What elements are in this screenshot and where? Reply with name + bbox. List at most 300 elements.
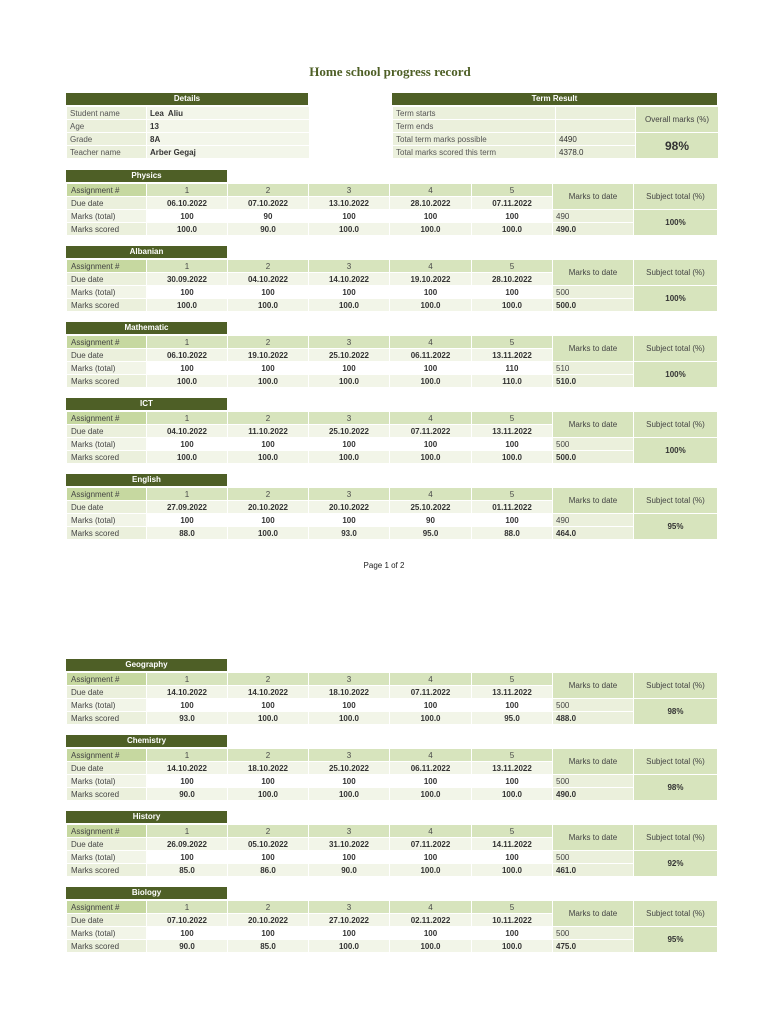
due-date: 20.10.2022	[228, 501, 309, 514]
marks-scored: 100.0	[309, 451, 390, 464]
marks-scored: 110.0	[472, 375, 553, 388]
marks-total-row	[67, 362, 718, 375]
marks-total: 100	[390, 210, 472, 223]
assignment-number: 3	[309, 184, 390, 197]
assignment-row	[67, 901, 718, 914]
marks-to-date-total: 500	[553, 927, 634, 940]
due-date: 07.11.2022	[472, 197, 553, 210]
assignment-number: 2	[228, 260, 309, 273]
due-date-label: Due date	[67, 914, 147, 927]
due-date: 30.09.2022	[147, 273, 228, 286]
due-date: 13.11.2022	[472, 425, 553, 438]
marks-scored: 100.0	[390, 299, 472, 312]
term-label: Total term marks possible	[393, 133, 556, 146]
due-date-label: Due date	[67, 838, 147, 851]
marks-total: 100	[309, 210, 390, 223]
assignment-number: 4	[390, 336, 472, 349]
marks-scored-label: Marks scored	[67, 223, 147, 236]
due-date: 13.11.2022	[472, 349, 553, 362]
term-label: Total marks scored this term	[393, 146, 556, 159]
details-row	[67, 120, 310, 133]
subject-header: Geography	[66, 659, 227, 671]
due-date: 13.11.2022	[472, 686, 553, 699]
details-row	[67, 133, 310, 146]
term-label: Term starts	[393, 107, 556, 120]
marks-total: 100	[472, 286, 553, 299]
marks-scored: 100.0	[147, 375, 228, 388]
assignment-number: 1	[147, 336, 228, 349]
marks-to-date-scored: 510.0	[553, 375, 634, 388]
marks-total: 100	[147, 851, 228, 864]
details-value: Lea Aliu	[147, 107, 310, 120]
marks-scored: 93.0	[309, 527, 390, 540]
marks-to-date-total: 500	[553, 438, 634, 451]
assignment-number: 3	[309, 488, 390, 501]
assignment-number: 2	[228, 901, 309, 914]
marks-total: 100	[309, 927, 390, 940]
assignment-number: 5	[472, 488, 553, 501]
marks-total: 100	[309, 286, 390, 299]
marks-scored: 90.0	[147, 788, 228, 801]
marks-to-date-label: Marks to date	[553, 412, 634, 438]
assignment-row	[67, 749, 718, 762]
marks-total: 100	[228, 927, 309, 940]
marks-total: 100	[228, 699, 309, 712]
assignment-number: 2	[228, 336, 309, 349]
details-row	[67, 107, 310, 120]
details-label: Student name	[67, 107, 147, 120]
marks-to-date-label: Marks to date	[553, 825, 634, 851]
assignment-number: 5	[472, 749, 553, 762]
assignment-number: 1	[147, 749, 228, 762]
assignment-number: 2	[228, 412, 309, 425]
marks-total-label: Marks (total)	[67, 514, 147, 527]
marks-scored: 100.0	[472, 864, 553, 877]
subject-total-percent: 98%	[634, 775, 718, 801]
due-date-label: Due date	[67, 501, 147, 514]
subject-header: Physics	[66, 170, 227, 182]
marks-scored: 100.0	[147, 451, 228, 464]
due-date-label: Due date	[67, 686, 147, 699]
due-date: 18.10.2022	[309, 686, 390, 699]
marks-total-label: Marks (total)	[67, 775, 147, 788]
assignment-number: 3	[309, 412, 390, 425]
due-date: 18.10.2022	[228, 762, 309, 775]
marks-total: 100	[228, 775, 309, 788]
due-date: 26.09.2022	[147, 838, 228, 851]
details-value: 8A	[147, 133, 310, 146]
marks-to-date-label: Marks to date	[553, 184, 634, 210]
marks-scored-label: Marks scored	[67, 712, 147, 725]
subject-total-label: Subject total (%)	[634, 412, 718, 438]
marks-total: 100	[472, 438, 553, 451]
page-indicator: Page 1 of 2	[363, 561, 405, 570]
assignment-number: 3	[309, 260, 390, 273]
marks-total: 100	[472, 927, 553, 940]
assignment-number: 3	[309, 901, 390, 914]
marks-total: 100	[228, 438, 309, 451]
marks-scored-row	[67, 375, 718, 388]
marks-scored-label: Marks scored	[67, 527, 147, 540]
marks-scored: 86.0	[228, 864, 309, 877]
marks-total-row	[67, 286, 718, 299]
marks-to-date-scored: 500.0	[553, 299, 634, 312]
subject-total-percent: 100%	[634, 286, 718, 312]
marks-scored: 90.0	[309, 864, 390, 877]
due-date: 14.11.2022	[472, 838, 553, 851]
due-date: 28.10.2022	[390, 197, 472, 210]
assignment-number: 1	[147, 412, 228, 425]
marks-scored: 95.0	[390, 527, 472, 540]
marks-total-row	[67, 210, 718, 223]
subject-total-label: Subject total (%)	[634, 749, 718, 775]
marks-total: 100	[390, 851, 472, 864]
marks-scored-row	[67, 712, 718, 725]
marks-total: 100	[147, 438, 228, 451]
marks-to-date-total: 490	[553, 514, 634, 527]
marks-scored: 100.0	[309, 788, 390, 801]
marks-scored: 100.0	[309, 712, 390, 725]
subject-header: Biology	[66, 887, 227, 899]
due-date: 19.10.2022	[390, 273, 472, 286]
due-date: 04.10.2022	[228, 273, 309, 286]
marks-scored: 100.0	[228, 375, 309, 388]
due-date: 07.11.2022	[390, 425, 472, 438]
overall-marks-value: 98%	[636, 133, 719, 159]
marks-total: 100	[147, 775, 228, 788]
marks-scored: 100.0	[309, 375, 390, 388]
assignment-number: 3	[309, 336, 390, 349]
marks-total: 90	[390, 514, 472, 527]
subject-table	[66, 900, 718, 953]
assignment-number: 4	[390, 901, 472, 914]
subject-table	[66, 259, 718, 312]
marks-scored: 85.0	[228, 940, 309, 953]
marks-total-label: Marks (total)	[67, 851, 147, 864]
marks-scored-row	[67, 788, 718, 801]
marks-to-date-total: 500	[553, 699, 634, 712]
due-date: 06.10.2022	[147, 197, 228, 210]
marks-scored: 100.0	[390, 788, 472, 801]
marks-scored-row	[67, 864, 718, 877]
subject-total-label: Subject total (%)	[634, 488, 718, 514]
marks-total: 100	[147, 286, 228, 299]
assignment-number: 3	[309, 825, 390, 838]
assignment-number: 1	[147, 901, 228, 914]
marks-to-date-total: 490	[553, 210, 634, 223]
marks-total: 100	[472, 851, 553, 864]
due-date: 14.10.2022	[147, 686, 228, 699]
marks-to-date-scored: 488.0	[553, 712, 634, 725]
marks-scored: 100.0	[228, 712, 309, 725]
marks-scored-row	[67, 451, 718, 464]
subject-table	[66, 411, 718, 464]
subject-header: Mathematic	[66, 322, 227, 334]
assignment-number: 1	[147, 488, 228, 501]
subject-total-label: Subject total (%)	[634, 260, 718, 286]
marks-to-date-total: 500	[553, 851, 634, 864]
assignment-number: 5	[472, 412, 553, 425]
due-date: 27.10.2022	[309, 914, 390, 927]
assignment-number: 5	[472, 673, 553, 686]
assignment-label: Assignment #	[67, 673, 147, 686]
marks-total-row	[67, 775, 718, 788]
marks-to-date-label: Marks to date	[553, 901, 634, 927]
assignment-number: 2	[228, 749, 309, 762]
marks-scored: 90.0	[228, 223, 309, 236]
marks-scored-label: Marks scored	[67, 375, 147, 388]
marks-total-row	[67, 927, 718, 940]
assignment-row	[67, 825, 718, 838]
marks-to-date-label: Marks to date	[553, 488, 634, 514]
assignment-row	[67, 488, 718, 501]
details-label: Age	[67, 120, 147, 133]
marks-total: 100	[309, 851, 390, 864]
marks-scored-label: Marks scored	[67, 451, 147, 464]
details-value: Arber Gegaj	[147, 146, 310, 159]
assignment-label: Assignment #	[67, 825, 147, 838]
assignment-number: 4	[390, 488, 472, 501]
assignment-number: 4	[390, 184, 472, 197]
marks-total: 100	[147, 210, 228, 223]
details-header: Details	[66, 93, 308, 105]
marks-scored: 100.0	[472, 788, 553, 801]
due-date: 01.11.2022	[472, 501, 553, 514]
due-date: 14.10.2022	[147, 762, 228, 775]
marks-total: 100	[147, 927, 228, 940]
marks-scored: 100.0	[390, 451, 472, 464]
subject-table	[66, 487, 718, 540]
marks-scored-label: Marks scored	[67, 299, 147, 312]
due-date: 13.10.2022	[309, 197, 390, 210]
due-date: 07.11.2022	[390, 686, 472, 699]
marks-to-date-total: 500	[553, 286, 634, 299]
assignment-number: 1	[147, 184, 228, 197]
marks-scored: 100.0	[390, 940, 472, 953]
assignment-row	[67, 412, 718, 425]
marks-scored: 100.0	[472, 451, 553, 464]
subject-header: ICT	[66, 398, 227, 410]
marks-scored: 100.0	[228, 299, 309, 312]
marks-scored: 100.0	[228, 451, 309, 464]
details-table	[66, 106, 310, 159]
subject-table	[66, 335, 718, 388]
due-date: 13.11.2022	[472, 762, 553, 775]
subject-total-percent: 100%	[634, 438, 718, 464]
marks-scored: 95.0	[472, 712, 553, 725]
marks-scored: 100.0	[147, 223, 228, 236]
marks-total: 100	[147, 699, 228, 712]
subject-header: History	[66, 811, 227, 823]
assignment-row	[67, 673, 718, 686]
marks-total: 100	[309, 699, 390, 712]
marks-total: 100	[390, 699, 472, 712]
marks-scored: 100.0	[390, 375, 472, 388]
due-date: 20.10.2022	[309, 501, 390, 514]
marks-scored: 100.0	[472, 940, 553, 953]
marks-to-date-scored: 475.0	[553, 940, 634, 953]
assignment-number: 1	[147, 260, 228, 273]
marks-total: 100	[309, 514, 390, 527]
subject-total-percent: 95%	[634, 514, 718, 540]
assignment-number: 4	[390, 260, 472, 273]
assignment-label: Assignment #	[67, 184, 147, 197]
assignment-number: 4	[390, 825, 472, 838]
due-date: 25.10.2022	[309, 762, 390, 775]
marks-total: 100	[228, 514, 309, 527]
marks-scored-row	[67, 527, 718, 540]
marks-total-label: Marks (total)	[67, 699, 147, 712]
marks-to-date-scored: 490.0	[553, 788, 634, 801]
due-date: 04.10.2022	[147, 425, 228, 438]
subject-total-percent: 100%	[634, 210, 718, 236]
assignment-number: 5	[472, 260, 553, 273]
marks-total-row	[67, 699, 718, 712]
details-label: Teacher name	[67, 146, 147, 159]
marks-total: 100	[390, 927, 472, 940]
assignment-row	[67, 184, 718, 197]
marks-total: 100	[390, 362, 472, 375]
marks-to-date-scored: 461.0	[553, 864, 634, 877]
marks-total-label: Marks (total)	[67, 927, 147, 940]
due-date-label: Due date	[67, 762, 147, 775]
marks-total: 100	[309, 438, 390, 451]
marks-scored: 100.0	[472, 299, 553, 312]
term-label: Term ends	[393, 120, 556, 133]
subject-total-percent: 100%	[634, 362, 718, 388]
due-date: 05.10.2022	[228, 838, 309, 851]
due-date: 07.11.2022	[390, 838, 472, 851]
due-date: 10.11.2022	[472, 914, 553, 927]
assignment-number: 5	[472, 901, 553, 914]
due-date: 20.10.2022	[228, 914, 309, 927]
assignment-label: Assignment #	[67, 336, 147, 349]
due-date: 07.10.2022	[147, 914, 228, 927]
assignment-number: 5	[472, 336, 553, 349]
marks-total: 100	[228, 286, 309, 299]
marks-total: 100	[309, 362, 390, 375]
term-result-table	[392, 106, 719, 159]
marks-to-date-scored: 490.0	[553, 223, 634, 236]
assignment-number: 5	[472, 184, 553, 197]
marks-total: 100	[472, 699, 553, 712]
marks-scored: 100.0	[309, 940, 390, 953]
marks-total: 100	[309, 775, 390, 788]
assignment-number: 1	[147, 673, 228, 686]
due-date: 19.10.2022	[228, 349, 309, 362]
marks-total-row	[67, 851, 718, 864]
subject-table	[66, 672, 718, 725]
assignment-number: 1	[147, 825, 228, 838]
subject-total-label: Subject total (%)	[634, 184, 718, 210]
assignment-number: 2	[228, 825, 309, 838]
assignment-number: 3	[309, 673, 390, 686]
assignment-number: 5	[472, 825, 553, 838]
term-row	[393, 133, 719, 146]
marks-scored: 100.0	[147, 299, 228, 312]
marks-total: 100	[390, 775, 472, 788]
marks-total-row	[67, 514, 718, 527]
due-date: 14.10.2022	[228, 686, 309, 699]
marks-scored: 100.0	[228, 527, 309, 540]
assignment-number: 3	[309, 749, 390, 762]
term-value	[556, 107, 636, 120]
marks-to-date-scored: 464.0	[553, 527, 634, 540]
marks-scored: 88.0	[472, 527, 553, 540]
marks-total-label: Marks (total)	[67, 286, 147, 299]
subject-header: Albanian	[66, 246, 227, 258]
assignment-row	[67, 260, 718, 273]
subject-total-percent: 92%	[634, 851, 718, 877]
subject-table	[66, 748, 718, 801]
due-date: 28.10.2022	[472, 273, 553, 286]
details-value: 13	[147, 120, 310, 133]
marks-total: 100	[390, 286, 472, 299]
marks-total: 100	[390, 438, 472, 451]
due-date: 25.10.2022	[309, 349, 390, 362]
marks-total: 100	[147, 514, 228, 527]
marks-to-date-total: 500	[553, 775, 634, 788]
assignment-label: Assignment #	[67, 749, 147, 762]
marks-total: 100	[472, 775, 553, 788]
due-date: 07.10.2022	[228, 197, 309, 210]
marks-scored-row	[67, 223, 718, 236]
subject-total-label: Subject total (%)	[634, 673, 718, 699]
marks-scored: 100.0	[472, 223, 553, 236]
marks-scored-label: Marks scored	[67, 864, 147, 877]
marks-to-date-label: Marks to date	[553, 673, 634, 699]
marks-scored: 85.0	[147, 864, 228, 877]
marks-to-date-label: Marks to date	[553, 336, 634, 362]
assignment-number: 2	[228, 488, 309, 501]
due-date: 11.10.2022	[228, 425, 309, 438]
details-row	[67, 146, 310, 159]
due-date: 06.11.2022	[390, 762, 472, 775]
due-date: 06.11.2022	[390, 349, 472, 362]
marks-scored-label: Marks scored	[67, 788, 147, 801]
marks-scored: 100.0	[228, 788, 309, 801]
subject-total-percent: 95%	[634, 927, 718, 953]
due-date: 06.10.2022	[147, 349, 228, 362]
due-date-label: Due date	[67, 349, 147, 362]
marks-to-date-scored: 500.0	[553, 451, 634, 464]
marks-scored-label: Marks scored	[67, 940, 147, 953]
assignment-label: Assignment #	[67, 488, 147, 501]
subject-table	[66, 824, 718, 877]
term-row	[393, 107, 719, 120]
assignment-number: 2	[228, 673, 309, 686]
marks-total-label: Marks (total)	[67, 438, 147, 451]
marks-total: 100	[228, 362, 309, 375]
assignment-row	[67, 336, 718, 349]
term-value	[556, 120, 636, 133]
overall-marks-label: Overall marks (%)	[636, 107, 719, 133]
due-date-label: Due date	[67, 273, 147, 286]
marks-scored: 100.0	[390, 864, 472, 877]
assignment-number: 4	[390, 749, 472, 762]
due-date: 27.09.2022	[147, 501, 228, 514]
marks-scored: 100.0	[309, 299, 390, 312]
marks-total-label: Marks (total)	[67, 362, 147, 375]
marks-to-date-label: Marks to date	[553, 260, 634, 286]
subject-total-label: Subject total (%)	[634, 825, 718, 851]
term-value: 4378.0	[556, 146, 636, 159]
subject-total-label: Subject total (%)	[634, 901, 718, 927]
page-title: Home school progress record	[309, 64, 471, 79]
marks-total: 100	[147, 362, 228, 375]
subject-total-label: Subject total (%)	[634, 336, 718, 362]
due-date: 31.10.2022	[309, 838, 390, 851]
